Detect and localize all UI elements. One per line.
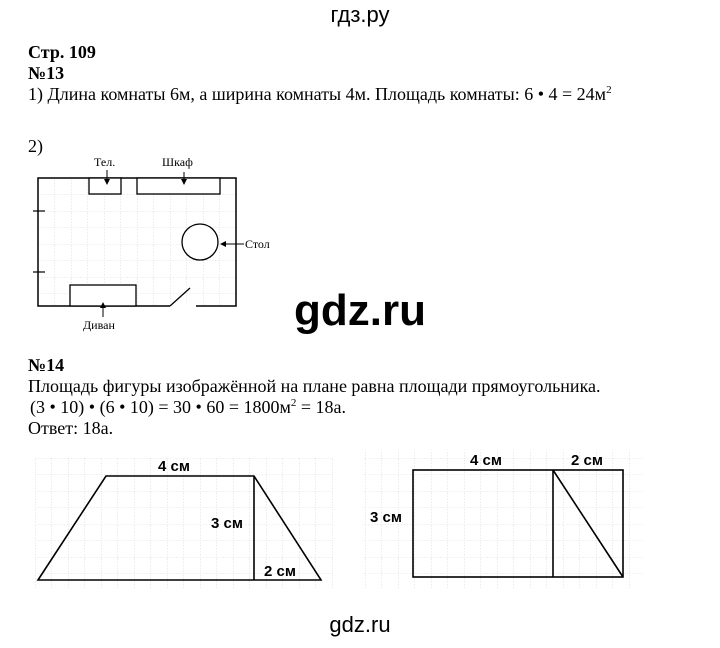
rectangle-top-left-label: 4 см	[470, 452, 502, 469]
table-label: Стол	[245, 237, 270, 251]
task-14-line-2	[30, 397, 346, 418]
task-14-line-2-sup: 2	[290, 397, 297, 409]
trapezoid-top-label: 4 см	[158, 458, 190, 475]
wardrobe-label: Шкаф	[162, 155, 193, 169]
task-13-line-1-text: 1) Длина комнаты 6м, а ширина комнаты 4м. Площадь комнаты: 6 • 4 = 24м	[28, 84, 607, 104]
task-14-line-2-b: = 18а.	[296, 397, 347, 417]
rectangle-top-right-label: 2 см	[571, 452, 603, 469]
task-14-number: №14	[28, 355, 65, 375]
task-14-answer: Ответ: 18а.	[28, 418, 114, 438]
task-14-line-1: Площадь фигуры изображённой на плане равна площади прямоугольника.	[28, 376, 601, 396]
page-reference: Стр. 109	[28, 42, 96, 62]
task-13-number: №13	[28, 63, 65, 83]
trapezoid-bottom-part-label: 2 см	[264, 563, 296, 580]
site-header[interactable]: гдз.ру	[330, 2, 390, 27]
task-13-part-2-label: 2)	[28, 136, 43, 156]
wardrobe-shape	[137, 178, 220, 194]
sofa-label: Диван	[83, 318, 115, 332]
trapezoid-height-label: 3 см	[211, 515, 243, 532]
rectangle-side-label: 3 см	[370, 509, 402, 526]
footer-watermark[interactable]: gdz.ru	[329, 612, 391, 637]
task-13-line-1-sup: 2	[606, 84, 612, 96]
phone-label: Тел.	[94, 155, 116, 169]
phone-shape	[89, 178, 121, 194]
watermark: gdz.ru	[294, 286, 426, 335]
task-14-line-2-a: (3 • 10) • (6 • 10) = 30 • 60 = 1800м	[30, 397, 291, 417]
table-shape	[182, 224, 218, 260]
